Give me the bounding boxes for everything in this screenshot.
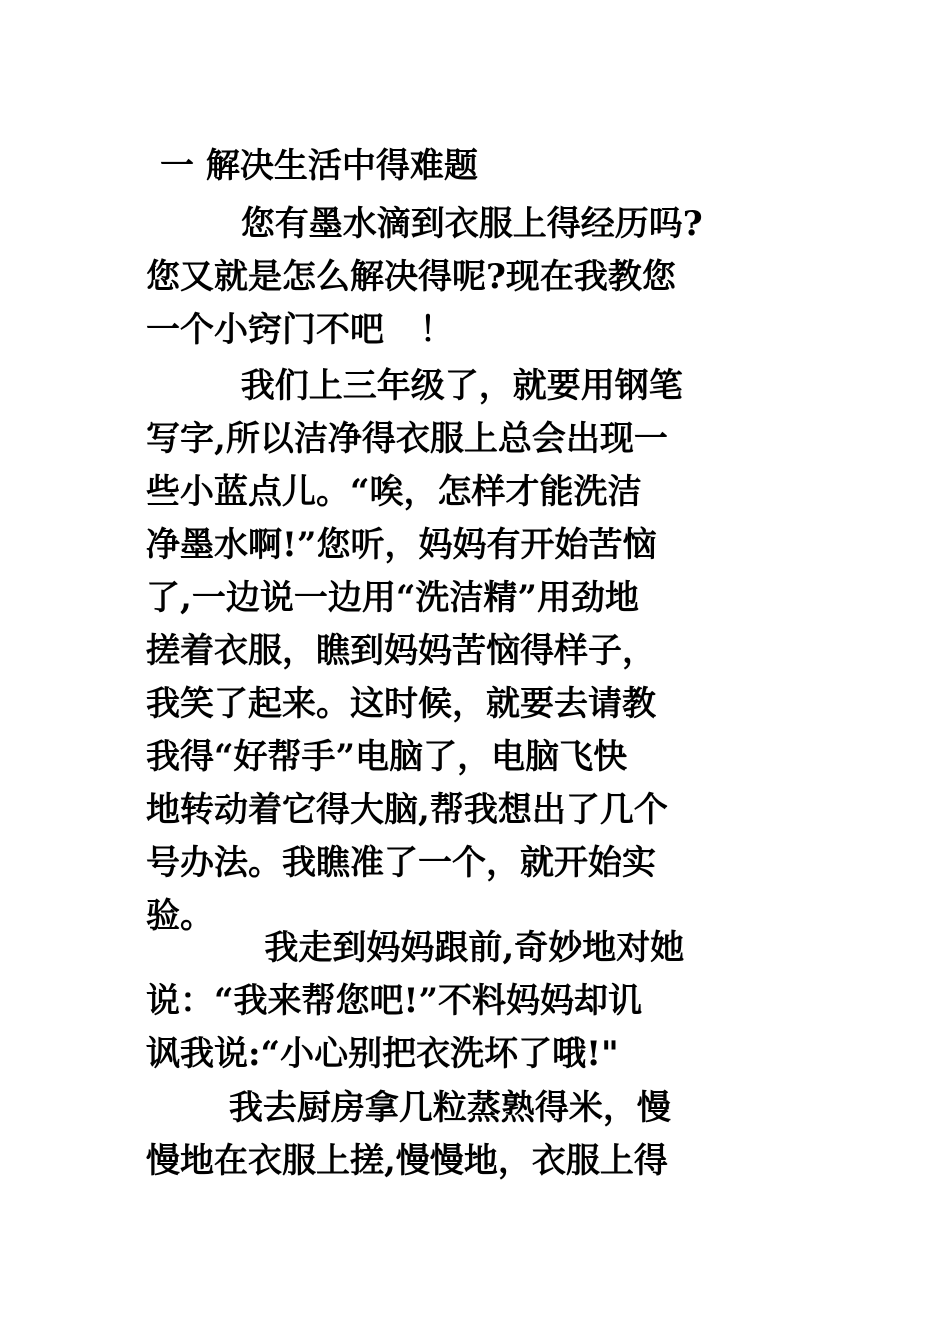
text-line: 搓着衣服，瞧到妈妈苦恼得样子， <box>146 631 656 671</box>
paragraph <box>146 1082 826 1188</box>
text-line: 讽我说:“小心别把衣洗坏了哦!" <box>146 1034 619 1074</box>
text-line: 您又就是怎么解决得呢?现在我教您 <box>146 257 676 297</box>
document-title: 一 解决生活中得难题 <box>160 146 478 186</box>
paragraph <box>146 198 826 357</box>
text-line: 验。 <box>146 896 214 936</box>
text-line: 您有墨水滴到衣服上得经历吗? <box>146 204 703 244</box>
text-line: 一个小窍门不吧 ！ <box>146 310 454 350</box>
text-line: 了,一边说一边用“洗洁精”用劲地 <box>146 578 639 618</box>
text-line: 些小蓝点儿。“唉，怎样才能洗洁 <box>146 472 642 512</box>
paragraph <box>146 922 826 1081</box>
text-line: 慢地在衣服上搓,慢慢地，衣服上得 <box>146 1141 668 1181</box>
text-line: 我得“好帮手”电脑了，电脑飞快 <box>146 737 628 777</box>
text-line: 地转动着它得大脑,帮我想出了几个 <box>146 790 668 830</box>
text-line: 号办法。我瞧准了一个，就开始实 <box>146 843 656 883</box>
text-line: 写字,所以洁净得衣服上总会出现一 <box>146 419 668 459</box>
text-line: 说：“我来帮您吧!”不料妈妈却讥 <box>146 981 643 1021</box>
text-line: 我走到妈妈跟前,奇妙地对她 <box>146 928 685 968</box>
paragraph <box>146 360 826 943</box>
text-line: 净墨水啊!”您听，妈妈有开始苦恼 <box>146 525 657 565</box>
text-line: 我去厨房拿几粒蒸熟得米，慢 <box>146 1088 671 1128</box>
text-line: 我们上三年级了，就要用钢笔 <box>146 366 683 406</box>
text-line: 我笑了起来。这时候，就要去请教 <box>146 684 656 724</box>
